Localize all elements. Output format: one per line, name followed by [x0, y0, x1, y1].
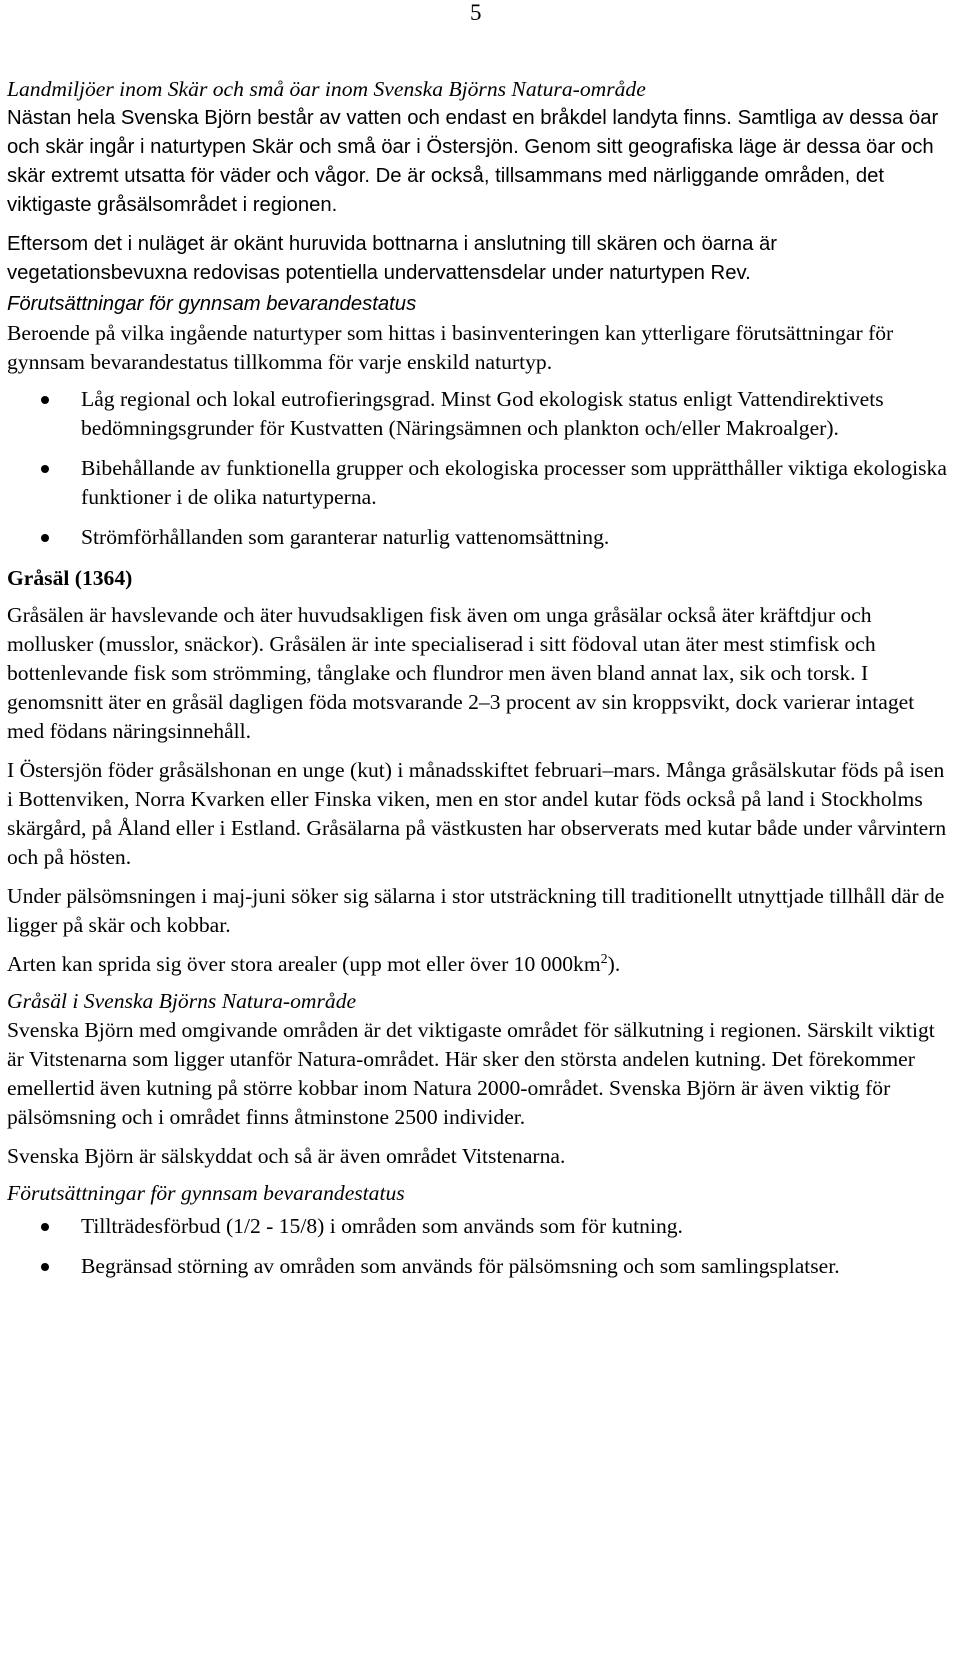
bullet-icon [41, 396, 49, 404]
list-item-text: Låg regional och lokal eutrofieringsgrad. Minst God ekologisk status enligt Vattendirektivets bedömningsgrunder för Kustvatten (Näringsämnen och plankton och/eller Makroalger). [81, 387, 884, 440]
section-heading-grasal: Gråsäl (1364) [7, 566, 133, 590]
paragraph-grasal-foda: Gråsälen är havslevande och äter huvudsakligen fisk även om unga gråsälar också äter kräftdjur och mollusker (musslor, snäckor). Gråsälen är inte specialiserad i sitt födoval utan äter mest stimfisk och bottenlevande fisk som strömming, tånglake och flundror men även bland annat lax, sik och torsk. I genomsnitt äter en gråsäl dagligen föda motsvarande 2–3 procent av sin kroppsvikt, dock varierar intaget med födans näringsinnehåll. [7, 603, 915, 743]
bullet-icon [41, 534, 49, 542]
spridning-end: ). [607, 952, 621, 976]
list-item [7, 454, 947, 512]
list-item-text: Begränsad störning av områden som används för pälsömsning och som samlingsplatser. [81, 1254, 840, 1278]
bullet-icon [41, 1263, 49, 1271]
list-item-text: Bibehållande av funktionella grupper och ekologiska processer som upprätthåller viktiga ekologiska funktioner i de olika naturtyperna. [81, 456, 947, 509]
section-heading-landmiljoer: Landmiljöer inom Skär och små öar inom Svenska Björns Natura-område [7, 77, 646, 101]
list-item [7, 385, 947, 443]
bullet-icon [41, 465, 49, 473]
list-item-text: Strömförhållanden som garanterar naturlig vattenomsättning. [81, 525, 610, 549]
paragraph-salskyddat: Svenska Björn är sälskyddat och så är även området Vitstenarna. [7, 1144, 566, 1168]
bullet-list-forutsattningar-1 [7, 385, 947, 552]
paragraph-grasal-kutar: I Östersjön föder gråsälshonan en unge (kut) i månadsskiftet februari–mars. Många gråsälskutar föds på isen i Bottenviken, Norra Kvarken eller Finska viken, men en stor andel kutar föds också på land i Stockholms skärgård, på Åland eller i Estland. Gråsälarna på västkusten har observerats med kutar både under vårvintern och på hösten. [7, 758, 947, 869]
list-item [7, 1212, 947, 1241]
page-content [7, 75, 947, 1292]
spridning-text: Arten kan sprida sig över stora arealer (upp mot eller över 10 000km [7, 952, 601, 976]
list-item-text: Tillträdesförbud (1/2 - 15/8) i områden som används som för kutning. [81, 1214, 683, 1238]
section-heading-forutsattningar-1: Förutsättningar för gynnsam bevarandestatus [7, 293, 417, 315]
bullet-list-forutsattningar-2 [7, 1212, 947, 1281]
paragraph-basinventering: Beroende på vilka ingående naturtyper som hittas i basinventeringen kan ytterligare förutsättningar för gynnsam bevarandestatus tillkomma för varje enskild naturtyp. [7, 321, 894, 374]
paragraph-bottnarna: Eftersom det i nuläget är okänt huruvida bottnarna i anslutning till skären och öarna är vegetationsbevuxna redovisas potentiella undervattensdelar under naturtypen Rev. [7, 233, 778, 284]
section-heading-forutsattningar-2: Förutsättningar för gynnsam bevarandestatus [7, 1181, 405, 1205]
bullet-icon [41, 1223, 49, 1231]
paragraph-pälsömsning: Under pälsömsningen i maj-juni söker sig sälarna i stor utsträckning till traditionellt utnyttjade tillhåll där de ligger på skär och kobbar. [7, 884, 945, 937]
paragraph-salkutning: Svenska Björn med omgivande områden är det viktigaste området för sälkutning i regionen. Särskilt viktigt är Vitstenarna som ligger utanför Natura-området. Här sker den största andelen kutning. Det förekommer emellertid även kutning på större kobbar inom Natura 2000-området. Svenska Björn är även viktig för pälsömsning och i området finns åtminstone 2500 individer. [7, 1018, 935, 1129]
page-number: 5 [470, 0, 482, 25]
paragraph-landyta: Nästan hela Svenska Björn består av vatten och endast en bråkdel landyta finns. Samtliga av dessa öar och skär ingår i naturtypen Skär och små öar i Östersjön. Genom sitt geografiska läge är dessa öar och skär extremt utsatta för väder och vågor. De är också, tillsammans med närliggande områden, det viktigaste gråsälsområdet i regionen. [7, 107, 939, 216]
section-heading-grasal-natura: Gråsäl i Svenska Björns Natura-område [7, 989, 357, 1013]
paragraph-spridning [7, 950, 947, 979]
superscript-2: 2 [600, 952, 608, 967]
list-item [7, 1252, 947, 1281]
list-item [7, 523, 947, 552]
